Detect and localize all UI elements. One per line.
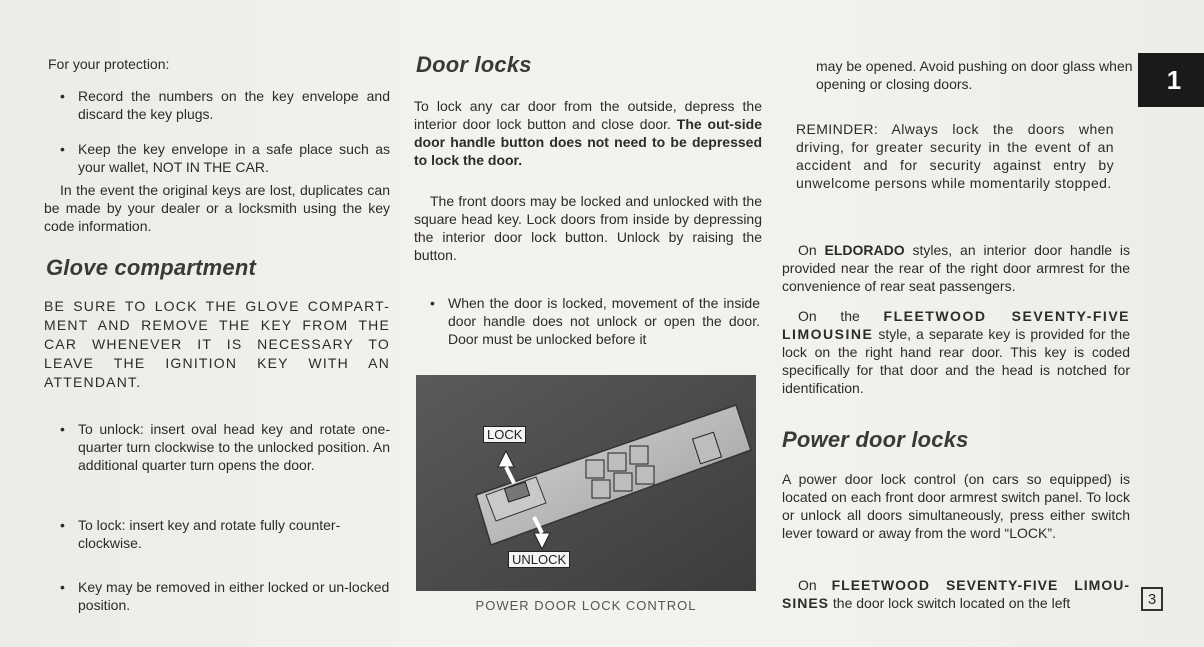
continued-text: may be opened. Avoid pushing on door glass when opening or closing doors. <box>816 58 1133 92</box>
fleetwood-name: FLEETWOOD SEVENTY-FIVE LIMOUSINE <box>782 308 1130 342</box>
bullet-record-numbers: • Record the numbers on the key envelope and discard the key plugs. <box>44 87 390 123</box>
switch-panel-illustration <box>416 375 756 591</box>
eldorado-post: styles, an interior door handle is provided near the rear of the right door armrest for the convenience of rear seat passengers. <box>782 242 1130 294</box>
glove-compartment-heading: Glove compartment <box>46 255 257 280</box>
fleetwood-paragraph <box>782 307 1130 397</box>
bullet-keep-envelope: • Keep the key envelope in a safe place such as your wallet, NOT IN THE CAR. <box>44 140 390 176</box>
lost-keys-paragraph: In the event the original keys are lost, duplicates can be made by your dealer or a locksmith using the key code information. <box>44 182 390 234</box>
figure-label-lock: LOCK <box>483 426 526 443</box>
bullet-key-removed: • Key may be removed in either locked or un-locked position. <box>44 578 390 614</box>
figure-label-unlock: UNLOCK <box>508 551 570 568</box>
bullet-to-unlock: • To unlock: insert oval head key and rotate one-quarter turn clockwise to the unlocked position. An additional quarter turn opens the door. <box>44 420 390 474</box>
intro-text: For your protection: <box>48 56 170 72</box>
door-locks-bold-text: The out-side door handle button does not need to be depressed to lock the door. <box>414 116 762 168</box>
limousines-name: FLEETWOOD SEVENTY-FIVE LIMOU-SINES <box>782 577 1130 611</box>
door-locks-text: To lock any car door from the outside, depress the interior door lock button and close door. <box>414 98 762 132</box>
limousines-pre: On <box>798 577 832 593</box>
eldorado-paragraph <box>782 241 1130 295</box>
figure-caption: POWER DOOR LOCK CONTROL <box>475 598 697 613</box>
eldorado-pre: On <box>798 242 825 258</box>
door-locks-heading: Door locks <box>416 52 532 77</box>
bullet-to-lock: • To lock: insert key and rotate fully counter-clockwise. <box>44 516 390 552</box>
fleetwood-post: style, a separate key is provided for the lock on the right hand rear door. This key is coded specifically for that door and the head is notched for identification. <box>782 326 1130 396</box>
fleetwood-pre: On the <box>798 308 884 324</box>
bullet-door-locked: • When the door is locked, movement of the inside door handle does not unlock or open the door. Door must be unlocked before it <box>414 294 760 348</box>
door-locks-paragraph <box>414 97 762 169</box>
reminder-paragraph: REMINDER: Always lock the doors when driving, for greater security in the event of an accident and for security against entry by unwelcome persons while momentarily stopped. <box>796 121 1114 191</box>
section-tab: 1 <box>1138 53 1204 107</box>
limousines-paragraph <box>782 576 1130 612</box>
power-door-lock-figure <box>416 375 756 591</box>
limousines-post: the door lock switch located on the left <box>829 595 1071 611</box>
eldorado-name: ELDORADO <box>824 242 905 258</box>
glove-warning: BE SURE TO LOCK THE GLOVE COMPART-MENT AND REMOVE THE KEY FROM THE CAR WHENEVER IT IS NECESSARY TO LEAVE THE IGNITION KEY WITH AN ATTENDANT. <box>44 298 390 390</box>
square-key-paragraph: The front doors may be locked and unlocked with the square head key. Lock doors from inside by depressing the interior door lock button. Unlock by raising the button. <box>414 193 762 263</box>
power-door-locks-paragraph: A power door lock control (on cars so equipped) is located on each front door armrest switch panel. To lock or unlock all doors simultaneously, press either switch lever toward or away from the word “LOCK”. <box>782 471 1130 541</box>
power-door-locks-heading: Power door locks <box>782 427 969 452</box>
page-number: 3 <box>1141 587 1163 611</box>
